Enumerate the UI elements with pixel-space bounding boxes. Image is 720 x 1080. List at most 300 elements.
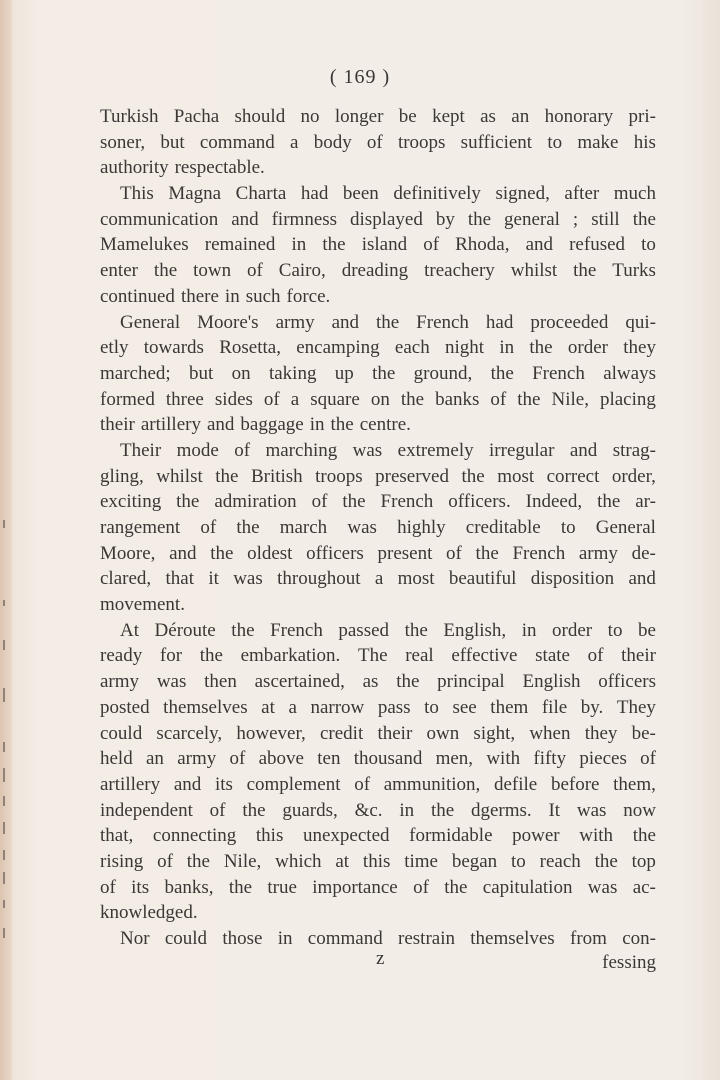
word: the bbox=[400, 388, 425, 410]
word: ar- bbox=[635, 491, 656, 513]
word: top bbox=[631, 850, 656, 872]
word: be bbox=[638, 619, 656, 641]
word: and bbox=[525, 234, 554, 256]
word: to bbox=[511, 850, 526, 872]
word: been bbox=[342, 183, 379, 205]
word: independent bbox=[100, 799, 193, 821]
word: longer bbox=[334, 106, 384, 127]
word: them bbox=[490, 696, 529, 718]
word: baggage bbox=[240, 414, 304, 436]
word: at bbox=[261, 696, 275, 718]
word: of bbox=[200, 517, 217, 538]
text-line bbox=[100, 284, 656, 310]
word: army bbox=[275, 311, 315, 333]
word: command bbox=[307, 928, 383, 949]
word: be bbox=[398, 106, 417, 127]
word: enter bbox=[100, 260, 138, 282]
margin-marks bbox=[0, 0, 14, 1080]
word: reach bbox=[539, 850, 581, 872]
word: troops bbox=[397, 131, 446, 153]
word: true bbox=[267, 876, 297, 898]
word: General bbox=[595, 517, 656, 538]
paragraph-start-line bbox=[100, 618, 656, 644]
word: and bbox=[173, 773, 202, 795]
word: in bbox=[291, 234, 307, 256]
word: passed bbox=[338, 619, 390, 641]
word: the bbox=[461, 465, 485, 487]
word: their bbox=[621, 645, 656, 667]
word: embarkation. bbox=[240, 645, 341, 667]
word: own bbox=[426, 722, 460, 744]
text-line bbox=[100, 849, 656, 875]
word: them, bbox=[613, 773, 656, 795]
word: of bbox=[640, 748, 656, 770]
text-line bbox=[100, 643, 656, 669]
text-line bbox=[100, 746, 656, 772]
word: British bbox=[250, 465, 303, 487]
word: Mamelukes bbox=[100, 234, 189, 256]
word: marching bbox=[265, 439, 338, 461]
word: that, bbox=[100, 825, 134, 847]
word: At bbox=[120, 619, 139, 641]
text-line bbox=[100, 515, 656, 541]
text-line bbox=[100, 772, 656, 798]
word: banks bbox=[435, 388, 480, 410]
word: which bbox=[275, 850, 322, 872]
word: of bbox=[247, 260, 263, 282]
word: guards, bbox=[282, 799, 338, 821]
word: soner, bbox=[100, 131, 146, 153]
text-line bbox=[100, 104, 656, 130]
word: General bbox=[120, 311, 181, 333]
word: respectable. bbox=[174, 157, 265, 179]
word: march bbox=[279, 517, 328, 538]
word: an bbox=[145, 748, 164, 770]
word: order, bbox=[611, 465, 656, 487]
word: oldest bbox=[247, 542, 293, 564]
word: French bbox=[416, 311, 469, 333]
word: this bbox=[255, 825, 284, 847]
word: the bbox=[430, 799, 455, 821]
word: Pacha bbox=[173, 106, 220, 127]
word: be- bbox=[631, 722, 656, 744]
word: exciting bbox=[100, 491, 162, 513]
word: three bbox=[165, 388, 204, 410]
text-line bbox=[100, 232, 656, 258]
paragraph-start-line bbox=[100, 181, 656, 207]
word: marched; bbox=[100, 362, 171, 384]
text-line bbox=[100, 335, 656, 361]
word: and bbox=[628, 568, 656, 590]
catchword: fessing bbox=[602, 952, 656, 973]
word: effective bbox=[451, 645, 518, 667]
word: of bbox=[354, 773, 371, 795]
word: beautiful bbox=[448, 568, 517, 590]
word: sufficient bbox=[460, 131, 533, 153]
word: throughout bbox=[277, 568, 361, 590]
word: square bbox=[310, 388, 360, 410]
word: always bbox=[603, 362, 656, 384]
text-line bbox=[100, 155, 656, 181]
word: order bbox=[567, 337, 608, 359]
word: kept bbox=[432, 106, 465, 127]
word: etly bbox=[100, 337, 129, 359]
word: correct bbox=[546, 465, 600, 487]
word: They bbox=[616, 696, 656, 718]
word: the bbox=[342, 491, 366, 513]
word: on bbox=[370, 388, 390, 410]
word: thousand bbox=[353, 748, 423, 770]
word: the bbox=[231, 619, 255, 641]
word: ascertained, bbox=[254, 671, 345, 693]
word: treachery bbox=[424, 260, 495, 282]
word: English bbox=[522, 671, 581, 693]
text-line bbox=[100, 695, 656, 721]
word: creditable bbox=[465, 517, 541, 538]
word: such bbox=[245, 285, 281, 307]
word: as bbox=[362, 671, 379, 693]
text-line bbox=[100, 412, 656, 438]
word: and bbox=[331, 311, 360, 333]
word: towards bbox=[143, 337, 204, 359]
word: the bbox=[228, 876, 253, 898]
margin-mark bbox=[3, 640, 5, 650]
word: and bbox=[231, 208, 259, 230]
word: &c. bbox=[354, 799, 383, 821]
word: general bbox=[504, 208, 560, 230]
word: Cairo, bbox=[278, 260, 326, 282]
word: on bbox=[231, 362, 251, 384]
word: with bbox=[486, 748, 521, 770]
word: of bbox=[413, 876, 429, 898]
word: French bbox=[532, 362, 585, 384]
word: rising bbox=[100, 850, 144, 872]
word: the bbox=[210, 542, 234, 564]
word: of bbox=[209, 799, 226, 821]
word: gling, bbox=[100, 465, 144, 487]
word: Déroute bbox=[154, 619, 216, 641]
paragraph-start-line bbox=[100, 310, 656, 336]
word: authority bbox=[100, 157, 169, 179]
word: as bbox=[480, 106, 496, 127]
margin-mark bbox=[3, 768, 5, 782]
word: the bbox=[186, 850, 210, 872]
word: after bbox=[564, 183, 600, 205]
margin-mark bbox=[3, 600, 5, 606]
word: then bbox=[204, 671, 237, 693]
word: to bbox=[641, 234, 656, 256]
word: of bbox=[263, 388, 280, 410]
word: dreading bbox=[341, 260, 409, 282]
text-line bbox=[100, 541, 656, 567]
margin-mark bbox=[3, 742, 5, 752]
word: the bbox=[404, 619, 428, 641]
word: officers bbox=[306, 542, 364, 564]
word: the bbox=[467, 208, 492, 230]
text-line bbox=[100, 721, 656, 747]
word: pri- bbox=[628, 106, 656, 127]
word: body bbox=[313, 131, 352, 153]
word: French bbox=[270, 619, 323, 641]
word: sides bbox=[214, 388, 253, 410]
word: disposition bbox=[530, 568, 615, 590]
word: Indeed, bbox=[525, 491, 583, 513]
word: firmness bbox=[271, 208, 338, 230]
word: sight, bbox=[473, 722, 516, 744]
word: that bbox=[165, 568, 194, 590]
word: army bbox=[100, 671, 140, 693]
word: in bbox=[309, 414, 325, 436]
word: Rosetta, bbox=[219, 337, 281, 359]
word: Charta bbox=[235, 183, 287, 205]
word: time bbox=[404, 850, 438, 872]
text-line bbox=[100, 823, 656, 849]
word: at bbox=[335, 850, 350, 872]
margin-mark bbox=[3, 688, 5, 702]
word: the bbox=[199, 645, 223, 667]
text-line bbox=[100, 900, 656, 926]
word: fifty bbox=[533, 748, 567, 770]
word: the bbox=[375, 311, 400, 333]
word: The bbox=[357, 645, 388, 667]
word: army bbox=[177, 748, 217, 770]
word: night bbox=[444, 337, 485, 359]
word: narrow bbox=[310, 696, 365, 718]
word: the bbox=[517, 388, 541, 410]
word: admiration bbox=[214, 491, 297, 513]
word: should bbox=[234, 106, 286, 127]
word: the bbox=[153, 260, 178, 282]
margin-mark bbox=[3, 520, 5, 528]
word: now bbox=[623, 799, 656, 821]
word: and bbox=[206, 414, 235, 436]
word: strag- bbox=[612, 439, 656, 461]
word: Their bbox=[120, 439, 162, 461]
word: restrain bbox=[398, 928, 455, 949]
word: men, bbox=[435, 748, 474, 770]
word: definitively bbox=[393, 183, 481, 205]
word: formed bbox=[100, 388, 155, 410]
word: to bbox=[424, 696, 439, 718]
page-footer bbox=[100, 948, 656, 974]
text-line bbox=[100, 669, 656, 695]
word: preserved bbox=[375, 465, 449, 487]
word: the bbox=[475, 542, 499, 564]
word: much bbox=[613, 183, 656, 205]
word: and bbox=[569, 439, 598, 461]
word: clared, bbox=[100, 568, 152, 590]
word: but bbox=[189, 362, 214, 384]
word: had bbox=[485, 311, 514, 333]
word: artillery bbox=[140, 414, 201, 436]
word: connecting bbox=[152, 825, 237, 847]
word: the bbox=[330, 414, 354, 436]
word: from bbox=[570, 928, 607, 949]
word: had bbox=[300, 183, 329, 205]
text-line bbox=[100, 875, 656, 901]
word: mode bbox=[176, 439, 219, 461]
word: the bbox=[236, 517, 260, 538]
word: principal bbox=[437, 671, 505, 693]
word: of bbox=[366, 131, 383, 153]
word: with bbox=[579, 825, 614, 847]
text-line bbox=[100, 207, 656, 233]
word: Rhoda, bbox=[455, 234, 510, 256]
word: its bbox=[131, 876, 150, 898]
word: to bbox=[560, 517, 576, 538]
word: by bbox=[435, 208, 455, 230]
word: Turkish bbox=[100, 106, 159, 127]
word: displayed bbox=[350, 208, 423, 230]
word: ; bbox=[572, 208, 579, 230]
word: the bbox=[529, 337, 553, 359]
word: scarcely, bbox=[156, 722, 223, 744]
word: of bbox=[229, 748, 246, 770]
word: ten bbox=[317, 748, 341, 770]
word: Nor bbox=[120, 928, 150, 949]
word: the bbox=[597, 491, 621, 513]
word: pass bbox=[377, 696, 411, 718]
word: refused bbox=[569, 234, 626, 256]
word: this bbox=[362, 850, 391, 872]
word: their bbox=[377, 722, 413, 744]
word: in bbox=[499, 337, 515, 359]
word: irregular bbox=[489, 439, 555, 461]
word: posted bbox=[100, 696, 150, 718]
word: his bbox=[633, 131, 656, 153]
word: could bbox=[100, 722, 143, 744]
word: movement. bbox=[100, 594, 185, 616]
word: each bbox=[394, 337, 430, 359]
word: officers bbox=[598, 671, 656, 693]
word: of bbox=[100, 876, 116, 898]
word: was bbox=[587, 876, 618, 898]
signature-mark: z bbox=[376, 948, 385, 969]
word: Moore, bbox=[100, 542, 156, 564]
word: still bbox=[591, 208, 620, 230]
word: those bbox=[222, 928, 263, 949]
word: most bbox=[397, 568, 435, 590]
text-line bbox=[100, 592, 656, 618]
word: island bbox=[361, 234, 408, 256]
word: of bbox=[446, 542, 462, 564]
word: taking bbox=[268, 362, 317, 384]
word: was bbox=[156, 671, 187, 693]
word: highly bbox=[397, 517, 446, 538]
word: continued bbox=[100, 285, 175, 307]
word: the bbox=[215, 465, 239, 487]
word: con- bbox=[622, 928, 656, 949]
word: in bbox=[277, 928, 293, 949]
word: encamping bbox=[296, 337, 380, 359]
text-line bbox=[100, 387, 656, 413]
word: however, bbox=[236, 722, 306, 744]
word: dgerms. bbox=[470, 799, 532, 821]
word: placing bbox=[599, 388, 656, 410]
word: a bbox=[288, 696, 297, 718]
word: of bbox=[423, 234, 440, 256]
word: artillery bbox=[100, 773, 161, 795]
word: whilst bbox=[510, 260, 558, 282]
word: was bbox=[576, 799, 607, 821]
word: was bbox=[233, 568, 263, 590]
word: French bbox=[380, 491, 434, 513]
word: officers. bbox=[448, 491, 511, 513]
word: there bbox=[180, 285, 219, 307]
word: an bbox=[511, 106, 530, 127]
body-text bbox=[100, 104, 656, 952]
word: extremely bbox=[397, 439, 474, 461]
word: most bbox=[497, 465, 535, 487]
word: capitulation bbox=[482, 876, 573, 898]
word: a bbox=[290, 131, 299, 153]
margin-mark bbox=[3, 822, 5, 834]
word: the bbox=[396, 671, 420, 693]
word: the bbox=[490, 362, 514, 384]
word: before bbox=[550, 773, 600, 795]
word: the bbox=[322, 234, 346, 256]
word: of bbox=[157, 850, 173, 872]
text-line bbox=[100, 361, 656, 387]
word: up bbox=[334, 362, 354, 384]
text-line bbox=[100, 258, 656, 284]
word: the bbox=[594, 850, 618, 872]
word: file bbox=[541, 696, 568, 718]
word: the bbox=[632, 208, 656, 230]
word: themselves bbox=[163, 696, 248, 718]
word: English, bbox=[443, 619, 507, 641]
word: defile bbox=[493, 773, 538, 795]
word: to bbox=[607, 619, 623, 641]
word: themselves bbox=[470, 928, 555, 949]
margin-mark bbox=[3, 850, 5, 860]
word: in bbox=[399, 799, 415, 821]
word: army bbox=[578, 542, 618, 564]
word: real bbox=[405, 645, 434, 667]
word: of bbox=[490, 388, 507, 410]
word: they bbox=[623, 337, 656, 359]
text-line bbox=[100, 489, 656, 515]
word: present bbox=[377, 542, 433, 564]
word: they bbox=[584, 722, 618, 744]
word: of bbox=[587, 645, 604, 667]
margin-mark bbox=[3, 796, 5, 806]
word: banks, bbox=[164, 876, 214, 898]
word: its bbox=[214, 773, 233, 795]
text-line bbox=[100, 798, 656, 824]
word: communication bbox=[100, 208, 219, 230]
word: for bbox=[159, 645, 183, 667]
text-line bbox=[100, 566, 656, 592]
word: Moore's bbox=[197, 311, 259, 333]
word: ac- bbox=[632, 876, 656, 898]
word: it bbox=[208, 568, 219, 590]
word: unexpected bbox=[302, 825, 390, 847]
word: power bbox=[512, 825, 560, 847]
word: the bbox=[444, 876, 468, 898]
word: the bbox=[242, 799, 266, 821]
word: Turks bbox=[612, 260, 656, 282]
word: Nile, bbox=[551, 388, 589, 410]
word: in bbox=[521, 619, 537, 641]
word: command bbox=[199, 131, 275, 153]
word: signed, bbox=[495, 183, 550, 205]
word: see bbox=[452, 696, 477, 718]
word: French bbox=[512, 542, 566, 564]
word: complement bbox=[246, 773, 341, 795]
word: but bbox=[160, 131, 185, 153]
word: a bbox=[374, 568, 384, 590]
